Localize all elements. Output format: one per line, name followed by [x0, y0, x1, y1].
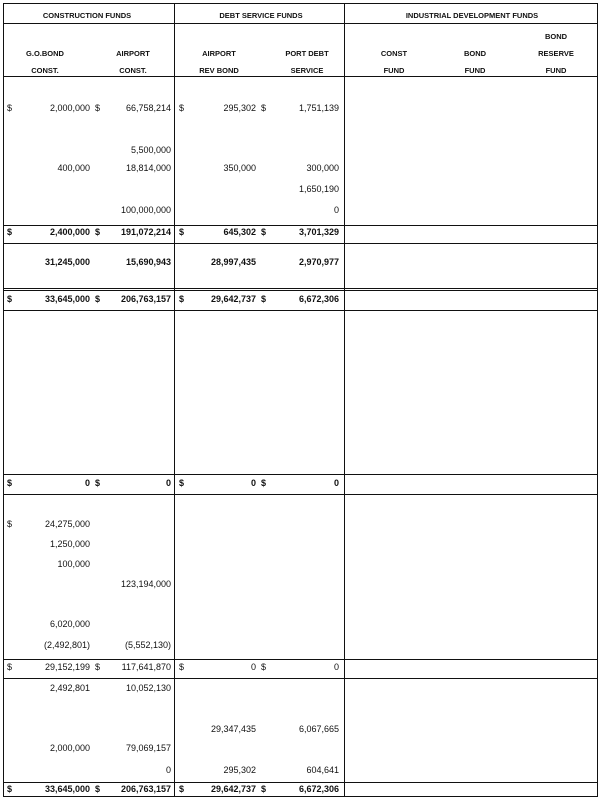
col-header-go-bond-line3: CONST.: [31, 66, 59, 75]
currency-symbol: $: [179, 294, 185, 304]
rule-line: [3, 3, 598, 4]
table-cell-value: 2,970,977: [298, 257, 339, 267]
currency-symbol: $: [261, 478, 267, 488]
rule-line: [3, 474, 598, 475]
col-header-const-fund-line3: FUND: [383, 66, 405, 75]
table-cell-value: 18,814,000: [125, 163, 171, 173]
rule-line: [3, 76, 598, 77]
table-cell-value: 33,645,000: [44, 784, 90, 794]
currency-symbol: $: [7, 227, 13, 237]
table-cell-value: 0: [333, 478, 339, 488]
currency-symbol: $: [179, 103, 185, 113]
table-cell-value: 100,000,000: [120, 205, 171, 215]
currency-symbol: $: [7, 662, 13, 672]
table-cell-value: 31,245,000: [44, 257, 90, 267]
currency-symbol: $: [7, 784, 13, 794]
financial-table: [3, 3, 598, 797]
col-header-bond-reserve-line2: RESERVE: [538, 49, 574, 58]
table-cell-value: 66,758,214: [125, 103, 171, 113]
rule-line: [3, 290, 598, 291]
table-cell-value: 604,641: [306, 765, 339, 775]
table-cell-value: 29,642,737: [210, 294, 256, 304]
currency-symbol: $: [179, 478, 185, 488]
currency-symbol: $: [95, 294, 101, 304]
table-cell-value: 6,020,000: [49, 619, 90, 629]
table-cell-value: 1,650,190: [298, 184, 339, 194]
currency-symbol: $: [95, 784, 101, 794]
table-cell-value: 2,000,000: [49, 743, 90, 753]
col-header-go-bond-line2: G.O.BOND: [26, 49, 64, 58]
table-cell-value: 33,645,000: [44, 294, 90, 304]
rule-line: [3, 659, 598, 660]
table-cell-value: 0: [165, 765, 171, 775]
col-header-airport-const-line3: CONST.: [119, 66, 147, 75]
table-cell-value: 10,052,130: [125, 683, 171, 693]
table-cell-value: 295,302: [223, 103, 256, 113]
group-header-construction: CONSTRUCTION FUNDS: [42, 11, 132, 20]
currency-symbol: $: [95, 227, 101, 237]
rule-line: [3, 782, 598, 783]
table-cell-value: 79,069,157: [125, 743, 171, 753]
rule-line: [3, 243, 598, 244]
table-cell-value: 6,672,306: [298, 784, 339, 794]
table-cell-value: 0: [84, 478, 90, 488]
table-cell-value: 191,072,214: [120, 227, 171, 237]
table-cell-value: 645,302: [223, 227, 256, 237]
table-cell-value: 206,763,157: [120, 294, 171, 304]
table-cell-value: 29,347,435: [210, 724, 256, 734]
currency-symbol: $: [261, 784, 267, 794]
table-cell-value: 0: [333, 662, 339, 672]
currency-symbol: $: [179, 227, 185, 237]
col-header-bond-fund-line2: BOND: [463, 49, 487, 58]
table-cell-value: 350,000: [223, 163, 256, 173]
currency-symbol: $: [261, 227, 267, 237]
group-header-industrial-development: INDUSTRIAL DEVELOPMENT FUNDS: [405, 11, 539, 20]
currency-symbol: $: [7, 478, 13, 488]
table-cell-value: 15,690,943: [125, 257, 171, 267]
col-header-port-debt-line2: PORT DEBT: [285, 49, 329, 58]
table-cell-value: 0: [250, 662, 256, 672]
table-cell-value: 206,763,157: [120, 784, 171, 794]
currency-symbol: $: [179, 662, 185, 672]
table-cell-value: 123,194,000: [120, 579, 171, 589]
table-cell-value: (2,492,801): [43, 640, 90, 650]
rule-line: [3, 288, 598, 289]
currency-symbol: $: [95, 103, 101, 113]
col-header-bond-reserve-line1: BOND: [544, 32, 568, 41]
col-header-bond-reserve-line3: FUND: [545, 66, 567, 75]
group-header-debt-service: DEBT SERVICE FUNDS: [219, 11, 303, 20]
rule-line: [3, 494, 598, 495]
col-header-airport-const-line2: AIRPORT: [116, 49, 150, 58]
table-cell-value: 5,500,000: [130, 145, 171, 155]
table-cell-value: 400,000: [57, 163, 90, 173]
table-cell-value: 2,400,000: [49, 227, 90, 237]
currency-symbol: $: [7, 103, 13, 113]
rule-line: [3, 310, 598, 311]
currency-symbol: $: [95, 662, 101, 672]
rule-line: [3, 225, 598, 226]
col-header-airport-rev-line2: AIRPORT: [202, 49, 236, 58]
table-cell-value: 100,000: [57, 559, 90, 569]
table-cell-value: 0: [333, 205, 339, 215]
table-cell-value: 24,275,000: [44, 519, 90, 529]
table-cell-value: 29,642,737: [210, 784, 256, 794]
table-cell-value: 29,152,199: [44, 662, 90, 672]
table-cell-value: 117,641,870: [121, 662, 171, 672]
currency-symbol: $: [179, 784, 185, 794]
table-cell-value: 1,751,139: [298, 103, 339, 113]
rule-line: [3, 796, 598, 797]
table-cell-value: 3,701,329: [298, 227, 339, 237]
table-cell-value: 0: [250, 478, 256, 488]
col-header-port-debt-line3: SERVICE: [290, 66, 324, 75]
table-cell-value: 0: [165, 478, 171, 488]
table-cell-value: 295,302: [223, 765, 256, 775]
table-cell-value: 2,492,801: [49, 683, 90, 693]
table-cell-value: 1,250,000: [49, 539, 90, 549]
table-cell-value: 300,000: [306, 163, 339, 173]
table-cell-value: (5,552,130): [124, 640, 171, 650]
currency-symbol: $: [261, 294, 267, 304]
table-cell-value: 2,000,000: [49, 103, 90, 113]
col-header-airport-rev-line3: REV BOND: [199, 66, 239, 75]
currency-symbol: $: [261, 103, 267, 113]
rule-line: [3, 678, 598, 679]
table-cell-value: 6,067,665: [298, 724, 339, 734]
col-header-const-fund-line2: CONST: [380, 49, 408, 58]
currency-symbol: $: [95, 478, 101, 488]
col-header-bond-fund-line3: FUND: [464, 66, 486, 75]
rule-line: [3, 23, 598, 24]
currency-symbol: $: [7, 519, 13, 529]
currency-symbol: $: [261, 662, 267, 672]
currency-symbol: $: [7, 294, 13, 304]
table-cell-value: 6,672,306: [298, 294, 339, 304]
table-cell-value: 28,997,435: [210, 257, 256, 267]
